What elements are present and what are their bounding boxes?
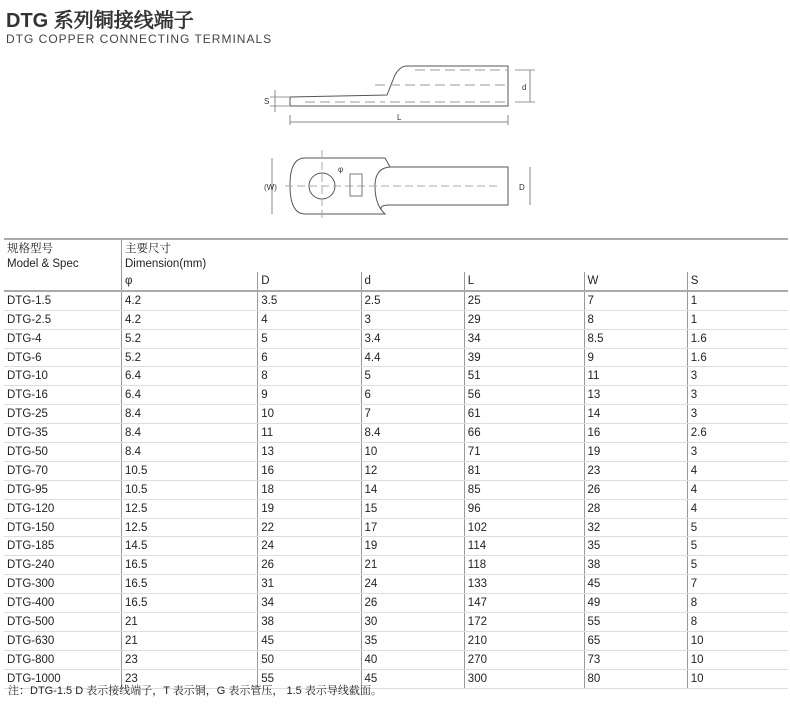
cell-S: 3 [687, 443, 788, 462]
cell-L: 172 [464, 613, 584, 632]
cell-d: 35 [361, 631, 464, 650]
cell-L: 147 [464, 594, 584, 613]
cell-S: 10 [687, 631, 788, 650]
cell-W: 32 [584, 518, 687, 537]
cell-phi: 10.5 [122, 461, 258, 480]
cell-model: DTG-4 [4, 329, 122, 348]
table-row [4, 443, 788, 462]
table-row [4, 329, 788, 348]
cell-D: 3.5 [258, 291, 361, 310]
cell-d: 45 [361, 669, 464, 688]
dim-header-cn: 主要尺寸 [122, 240, 789, 256]
col-header-L: L [464, 272, 584, 291]
table-row [4, 348, 788, 367]
cell-D: 9 [258, 386, 361, 405]
cell-S: 4 [687, 461, 788, 480]
cell-W: 80 [584, 669, 687, 688]
cell-S: 4 [687, 499, 788, 518]
cell-D: 38 [258, 613, 361, 632]
cell-L: 300 [464, 669, 584, 688]
cell-W: 9 [584, 348, 687, 367]
cell-d: 30 [361, 613, 464, 632]
cell-S: 5 [687, 556, 788, 575]
cell-W: 28 [584, 499, 687, 518]
cell-phi: 12.5 [122, 499, 258, 518]
cell-d: 12 [361, 461, 464, 480]
cell-phi: 23 [122, 669, 258, 688]
cell-model: DTG-25 [4, 405, 122, 424]
col-header-phi: φ [122, 272, 258, 291]
cell-model: DTG-500 [4, 613, 122, 632]
table-row [4, 461, 788, 480]
cell-W: 8 [584, 310, 687, 329]
cell-L: 114 [464, 537, 584, 556]
cell-S: 1.6 [687, 348, 788, 367]
dim-label-w: (W) [264, 183, 277, 192]
cell-D: 34 [258, 594, 361, 613]
cell-d: 14 [361, 480, 464, 499]
cell-phi: 23 [122, 650, 258, 669]
cell-L: 39 [464, 348, 584, 367]
cell-L: 66 [464, 424, 584, 443]
cell-model: DTG-70 [4, 461, 122, 480]
table-row [4, 291, 788, 310]
cell-S: 8 [687, 613, 788, 632]
cell-model: DTG-185 [4, 537, 122, 556]
cell-L: 133 [464, 575, 584, 594]
cell-S: 3 [687, 367, 788, 386]
cell-model: DTG-300 [4, 575, 122, 594]
terminal-diagram [250, 50, 550, 230]
cell-S: 2.6 [687, 424, 788, 443]
cell-d: 40 [361, 650, 464, 669]
cell-W: 23 [584, 461, 687, 480]
header-row-cn [4, 240, 788, 256]
cell-D: 13 [258, 443, 361, 462]
cell-S: 8 [687, 594, 788, 613]
cell-D: 45 [258, 631, 361, 650]
cell-phi: 21 [122, 613, 258, 632]
cell-D: 11 [258, 424, 361, 443]
cell-D: 22 [258, 518, 361, 537]
cell-d: 24 [361, 575, 464, 594]
cell-S: 1.6 [687, 329, 788, 348]
cell-phi: 16.5 [122, 575, 258, 594]
cell-d: 2.5 [361, 291, 464, 310]
cell-D: 4 [258, 310, 361, 329]
column-header-row [4, 272, 788, 291]
cell-phi: 8.4 [122, 424, 258, 443]
spec-table [4, 240, 788, 689]
cell-phi: 6.4 [122, 386, 258, 405]
cell-W: 55 [584, 613, 687, 632]
table-row [4, 650, 788, 669]
cell-W: 14 [584, 405, 687, 424]
table-row [4, 631, 788, 650]
cell-S: 10 [687, 650, 788, 669]
cell-D: 55 [258, 669, 361, 688]
dim-label-D: D [519, 183, 525, 192]
cell-phi: 8.4 [122, 443, 258, 462]
cell-D: 10 [258, 405, 361, 424]
col-header-S: S [687, 272, 788, 291]
dim-header-en: Dimension(mm) [122, 256, 789, 272]
cell-D: 24 [258, 537, 361, 556]
cell-W: 73 [584, 650, 687, 669]
cell-L: 118 [464, 556, 584, 575]
cell-d: 21 [361, 556, 464, 575]
cell-d: 7 [361, 405, 464, 424]
cell-D: 31 [258, 575, 361, 594]
cell-model: DTG-35 [4, 424, 122, 443]
cell-L: 56 [464, 386, 584, 405]
table-row [4, 310, 788, 329]
table-row [4, 537, 788, 556]
cell-phi: 16.5 [122, 556, 258, 575]
cell-S: 7 [687, 575, 788, 594]
cell-S: 1 [687, 310, 788, 329]
table-row [4, 518, 788, 537]
cell-d: 17 [361, 518, 464, 537]
header-row-en [4, 256, 788, 272]
cell-W: 26 [584, 480, 687, 499]
cell-S: 3 [687, 405, 788, 424]
cell-phi: 4.2 [122, 310, 258, 329]
cell-phi: 5.2 [122, 329, 258, 348]
cell-model: DTG-50 [4, 443, 122, 462]
table-row [4, 499, 788, 518]
cell-W: 8.5 [584, 329, 687, 348]
cell-D: 26 [258, 556, 361, 575]
cell-d: 3.4 [361, 329, 464, 348]
cell-phi: 4.2 [122, 291, 258, 310]
cell-model: DTG-95 [4, 480, 122, 499]
cell-D: 8 [258, 367, 361, 386]
cell-D: 5 [258, 329, 361, 348]
page-subtitle: DTG COPPER CONNECTING TERMINALS [6, 32, 273, 46]
cell-d: 26 [361, 594, 464, 613]
dim-label-l: L [397, 113, 402, 122]
cell-model: DTG-6 [4, 348, 122, 367]
cell-L: 270 [464, 650, 584, 669]
cell-model: DTG-630 [4, 631, 122, 650]
table-row [4, 594, 788, 613]
cell-W: 16 [584, 424, 687, 443]
cell-d: 10 [361, 443, 464, 462]
cell-phi: 8.4 [122, 405, 258, 424]
cell-model: DTG-400 [4, 594, 122, 613]
table-row [4, 556, 788, 575]
model-header-en: Model & Spec [7, 258, 79, 270]
cell-model: DTG-2.5 [4, 310, 122, 329]
table-row [4, 405, 788, 424]
top-view [272, 150, 530, 222]
cell-L: 71 [464, 443, 584, 462]
cell-W: 45 [584, 575, 687, 594]
cell-model: DTG-1.5 [4, 291, 122, 310]
table-row [4, 386, 788, 405]
table-row [4, 480, 788, 499]
side-view [270, 66, 535, 125]
cell-model: DTG-150 [4, 518, 122, 537]
cell-S: 1 [687, 291, 788, 310]
cell-L: 51 [464, 367, 584, 386]
cell-phi: 12.5 [122, 518, 258, 537]
cell-S: 5 [687, 537, 788, 556]
table-row [4, 367, 788, 386]
cell-L: 85 [464, 480, 584, 499]
cell-W: 13 [584, 386, 687, 405]
cell-W: 38 [584, 556, 687, 575]
model-header-cn: 规格型号 [7, 243, 53, 255]
cell-D: 19 [258, 499, 361, 518]
cell-W: 7 [584, 291, 687, 310]
cell-L: 29 [464, 310, 584, 329]
cell-W: 35 [584, 537, 687, 556]
cell-phi: 6.4 [122, 367, 258, 386]
cell-L: 34 [464, 329, 584, 348]
table-row [4, 613, 788, 632]
cell-d: 19 [361, 537, 464, 556]
cell-d: 3 [361, 310, 464, 329]
cell-W: 11 [584, 367, 687, 386]
cell-D: 50 [258, 650, 361, 669]
cell-S: 10 [687, 669, 788, 688]
cell-L: 102 [464, 518, 584, 537]
col-header-d: d [361, 272, 464, 291]
cell-L: 61 [464, 405, 584, 424]
footnote: 注：DTG-1.5 D 表示接线端子，T 表示铜，G 表示管压， 1.5 表示导线截面。 [8, 685, 382, 697]
dim-label-d: d [522, 83, 527, 92]
cell-model: DTG-800 [4, 650, 122, 669]
cell-L: 25 [464, 291, 584, 310]
cell-S: 4 [687, 480, 788, 499]
cell-model: DTG-16 [4, 386, 122, 405]
cell-model: DTG-10 [4, 367, 122, 386]
cell-d: 15 [361, 499, 464, 518]
cell-phi: 16.5 [122, 594, 258, 613]
table-row [4, 575, 788, 594]
cell-D: 18 [258, 480, 361, 499]
page-title: DTG 系列铜接线端子 [6, 10, 194, 32]
cell-d: 6 [361, 386, 464, 405]
cell-phi: 5.2 [122, 348, 258, 367]
cell-d: 8.4 [361, 424, 464, 443]
cell-d: 4.4 [361, 348, 464, 367]
cell-D: 6 [258, 348, 361, 367]
cell-W: 19 [584, 443, 687, 462]
cell-W: 49 [584, 594, 687, 613]
cell-S: 5 [687, 518, 788, 537]
cell-d: 5 [361, 367, 464, 386]
cell-W: 65 [584, 631, 687, 650]
cell-model: DTG-1000 [4, 669, 122, 688]
cell-L: 96 [464, 499, 584, 518]
cell-S: 3 [687, 386, 788, 405]
dim-label-phi: φ [338, 165, 344, 174]
cell-phi: 10.5 [122, 480, 258, 499]
col-header-W: W [584, 272, 687, 291]
blank-header [4, 272, 122, 291]
cell-model: DTG-120 [4, 499, 122, 518]
cell-L: 210 [464, 631, 584, 650]
cell-D: 16 [258, 461, 361, 480]
cell-phi: 14.5 [122, 537, 258, 556]
cell-L: 81 [464, 461, 584, 480]
table-row [4, 424, 788, 443]
cell-phi: 21 [122, 631, 258, 650]
col-header-D: D [258, 272, 361, 291]
cell-model: DTG-240 [4, 556, 122, 575]
dim-label-s: S [264, 97, 270, 106]
